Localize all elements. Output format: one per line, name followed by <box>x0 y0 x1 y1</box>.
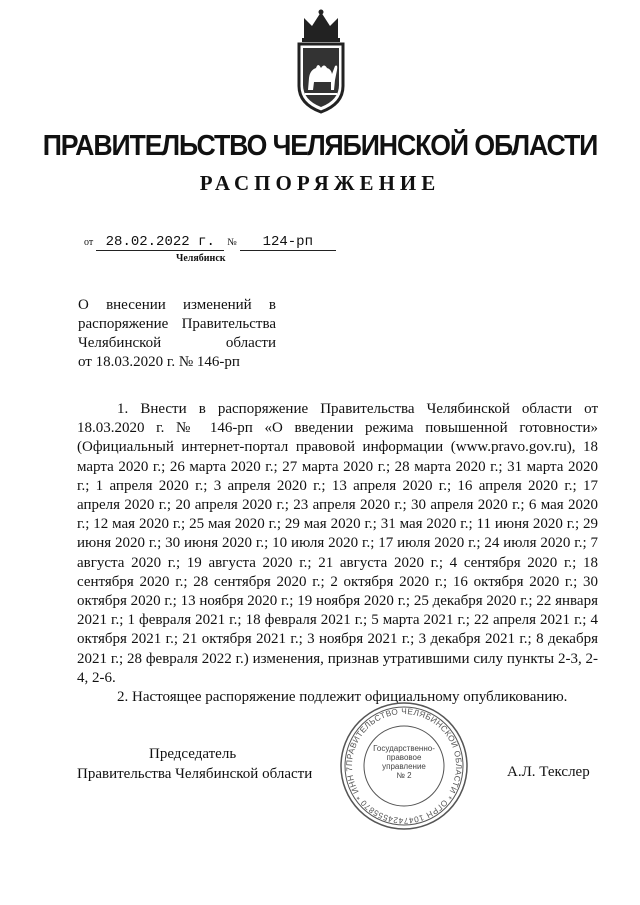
document-date: 28.02.2022 г. <box>96 235 224 251</box>
official-seal-stamp <box>338 700 470 832</box>
stamp-center-number: № 2 <box>396 771 412 780</box>
document-number: 124-рп <box>240 235 336 251</box>
coat-of-arms-emblem <box>290 8 352 116</box>
city-name: Челябинск <box>176 253 226 264</box>
signatory-title-line: Председатель <box>149 746 237 762</box>
paragraph-2: 2. Настоящее распоряжение подлежит официальному опубликованию. <box>117 689 568 706</box>
from-label: от <box>84 237 94 248</box>
signatory-title <box>77 744 317 784</box>
document-body <box>77 400 598 707</box>
subject-line: Челябинской области <box>78 335 276 351</box>
document-subject <box>78 296 276 372</box>
paragraph-1: 1. Внести в распоряжение Правительства Челябинской области от 18.03.2020 г. № 146-рп «О введении режима повышенной готовности» (Официальный интернет-портал правовой информации (www.pravo.gov.ru), 18 марта 2020 г.; 26 марта 2020 г.; 27 марта 2020 г.; 28 марта 2020 г.; 31 марта 2020 г.; 1 апреля 2020 г.; 3 апреля 2020 г.; 13 апреля 2020 г.; 16 апреля 2020 г.; 17 апреля 2020 г.; 20 апреля 2020 г.; 23 апреля 2020 г.; 30 апреля 2020 г.; 6 мая 2020 г.; 12 мая 2020 г.; 25 мая 2020 г.; 29 мая 2020 г.; 31 мая 2020 г.; 11 июня 2020 г.; 29 июня 2020 г.; 30 июня 2020 г.; 10 июля 2020 г.; 17 июля 2020 г.; 24 июля 2020 г.; 7 августа 2020 г.; 19 августа 2020 г.; 21 августа 2020 г.; 4 сентября 2020 г.; 18 сентября 2020 г.; 28 сентября 2020 г.; 2 октября 2020 г.; 16 октября 2020 г.; 30 октября 2020 г.; 13 ноября 2020 г.; 19 ноября 2020 г.; 25 декабря 2020 г.; 22 января 2021 г.; 1 февраля 2021 г.; 18 февраля 2021 г.; 5 марта 2021 г.; 22 апреля 2021 г.; 4 октября 2021 г.; 21 октября 2021 г.; 3 ноября 2021 г.; 3 декабря 2021 г.; 8 декабря 2021 г.; 28 февраля 2022 г.) изменения, признав утратившими силу пункты 2-3, 2-4, 2-6. <box>77 401 598 686</box>
subject-line: О внесении изменений в <box>78 297 276 313</box>
stamp-center <box>368 744 440 780</box>
stamp-center-text: Государственно-правовое управление <box>373 744 435 771</box>
signatory-title-line: Правительства Челябинской области <box>77 766 313 782</box>
number-label: № <box>227 237 237 248</box>
signatory-name: А.Л. Текслер <box>507 764 590 780</box>
stamp-ring-text: ПРАВИТЕЛЬСТВО ЧЕЛЯБИНСКОЙ ОБЛАСТИ * ОГРН 1047424555870 * ИНН 7 <box>344 706 464 826</box>
subject-line: распоряжение Правительства <box>78 316 276 332</box>
document-type-heading: РАСПОРЯЖЕНИЕ <box>199 171 441 195</box>
government-title: ПРАВИТЕЛЬСТВО ЧЕЛЯБИНСКОЙ ОБЛАСТИ <box>42 130 598 162</box>
subject-line: от 18.03.2020 г. № 146-рп <box>78 354 240 370</box>
document-number-line <box>84 234 336 251</box>
